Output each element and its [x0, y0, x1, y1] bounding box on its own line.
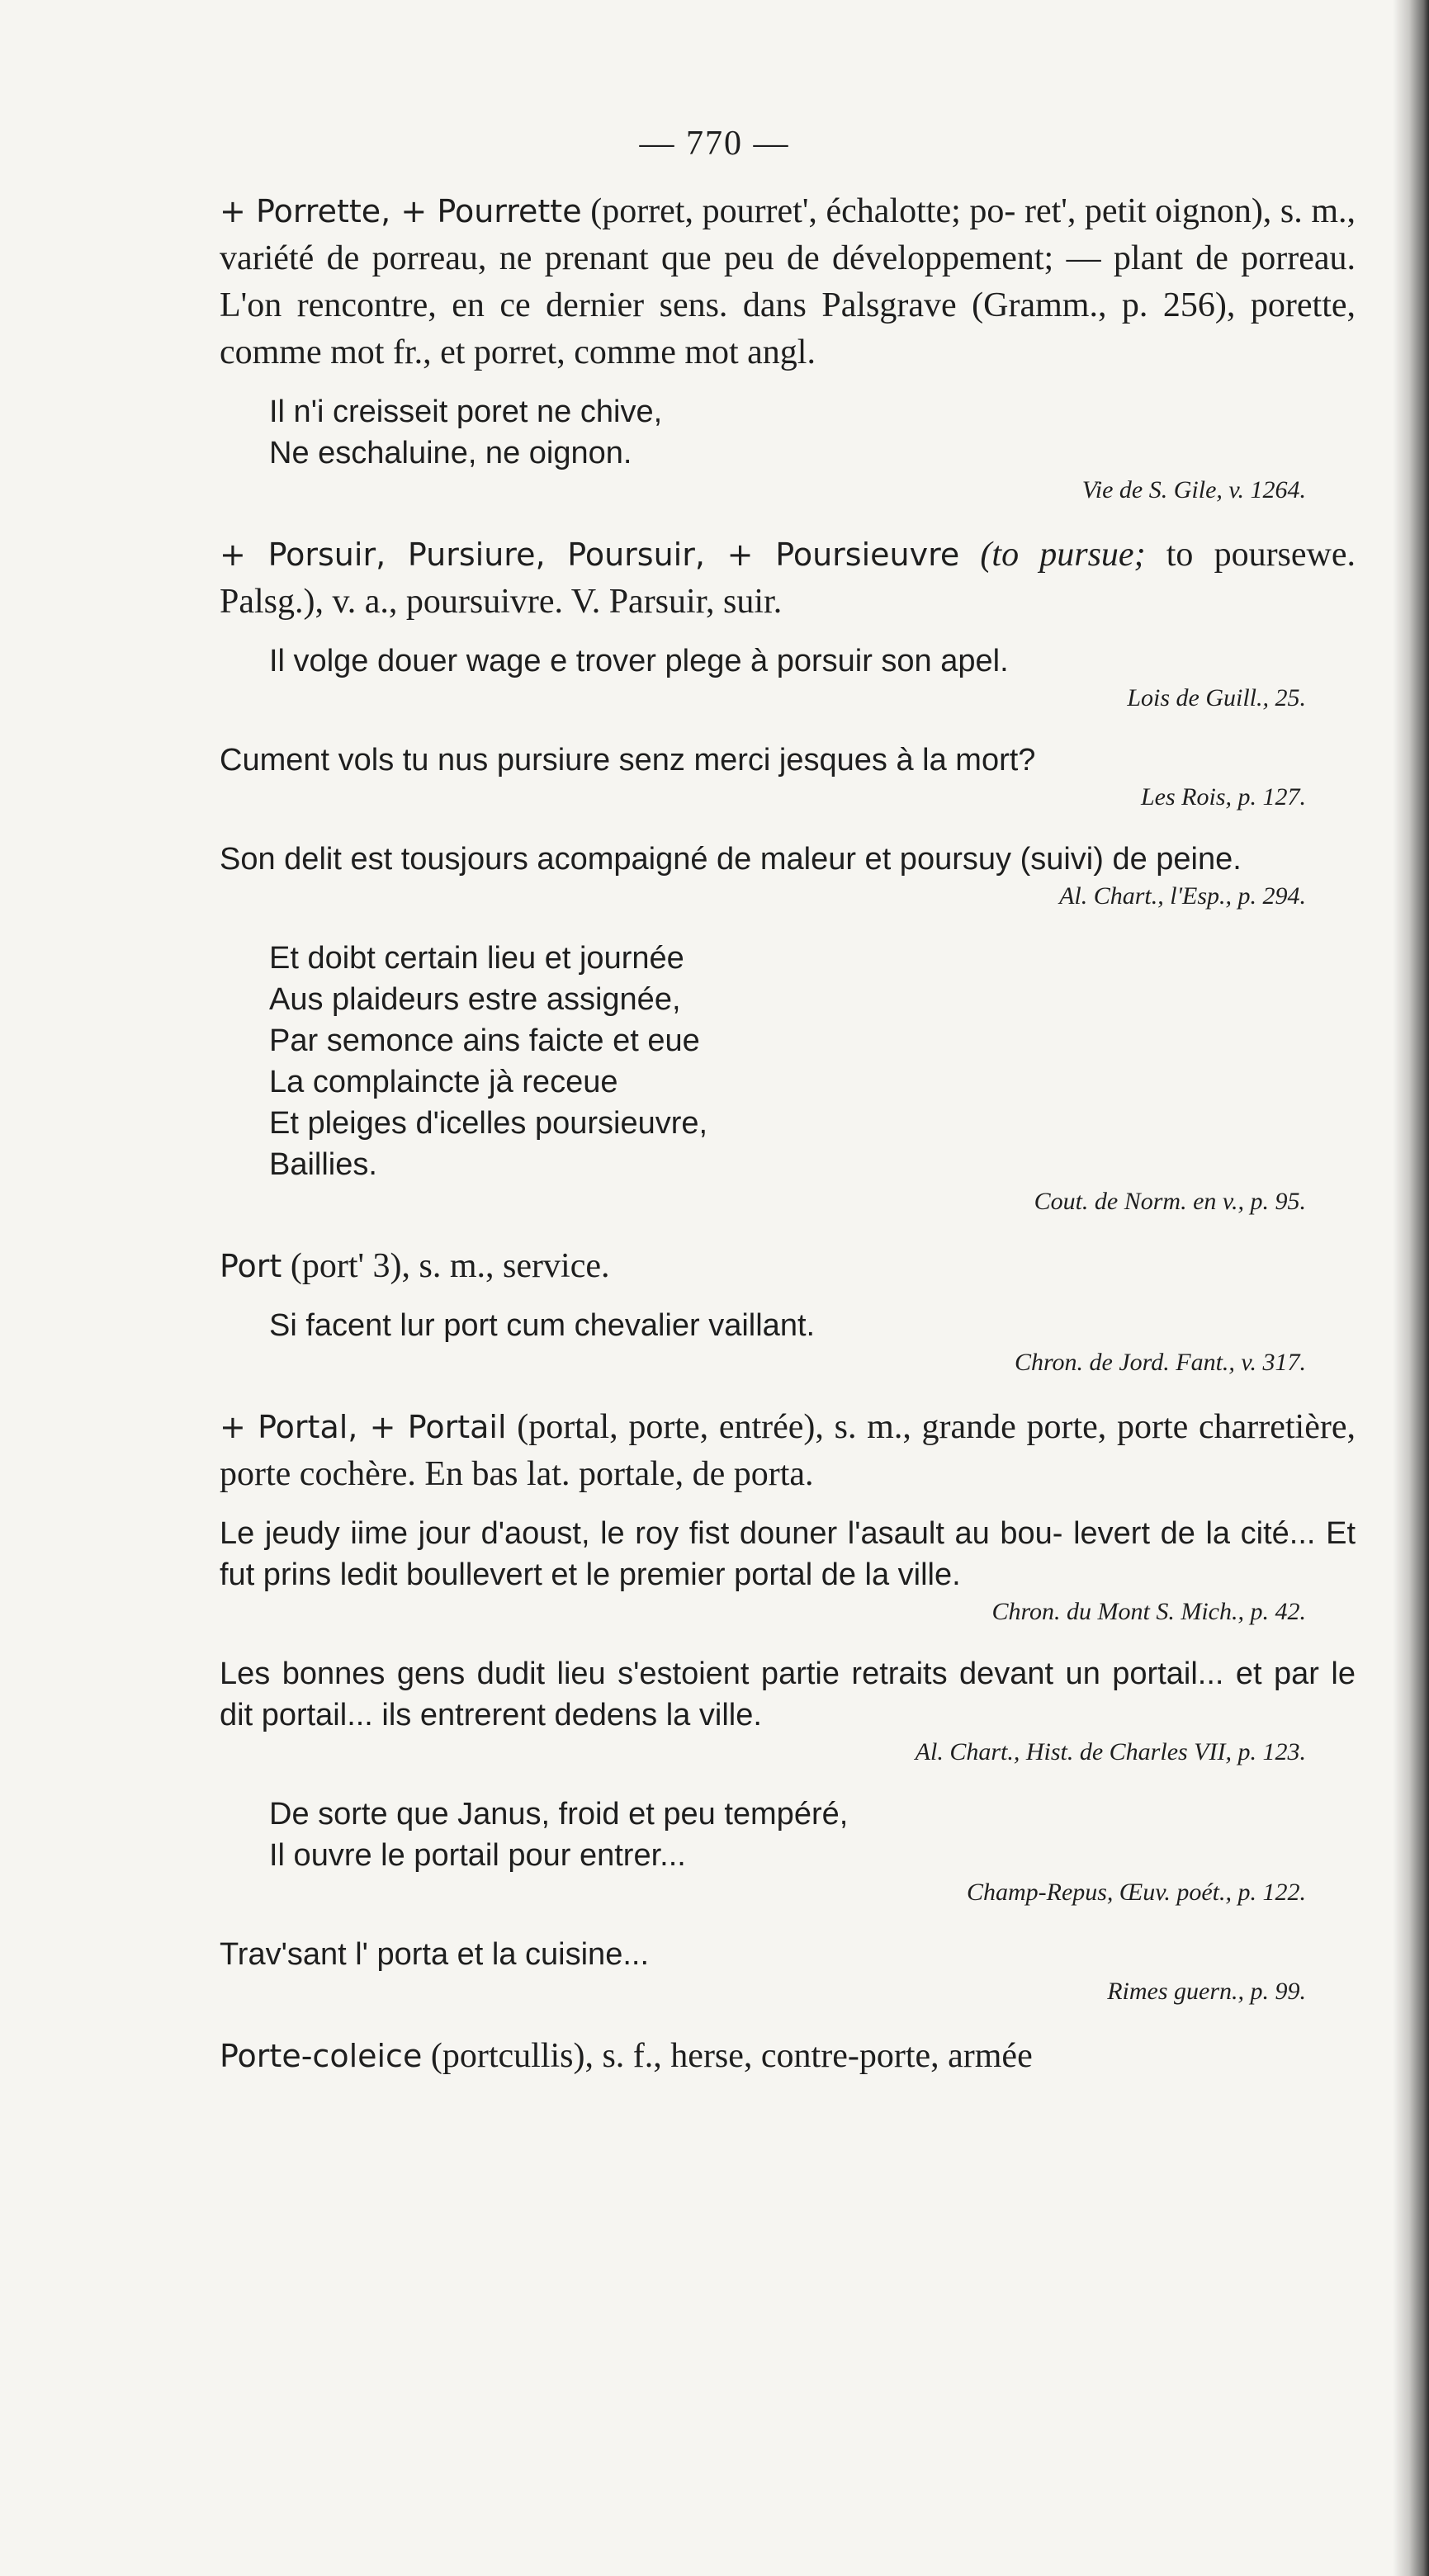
- headword: Port: [220, 1248, 282, 1284]
- headword: + Porrette, + Pourrette: [220, 193, 582, 229]
- quote: Cument vols tu nus pursiure senz merci jesques à la mort?: [220, 743, 1036, 778]
- entry-text: (to pursue;: [980, 536, 1146, 574]
- entry-text: porte, porte charretière, porte cochère. En bas lat. portale,: [220, 1408, 1356, 1493]
- quote-verse: Et doibt certain lieu et journée: [269, 941, 684, 976]
- quote: [220, 1653, 1356, 1736]
- quote-verse: Ne eschaluine, ne oignon.: [269, 436, 632, 470]
- quote-verse: Et pleiges d'icelles poursieuvre,: [269, 1106, 708, 1141]
- quote: [220, 839, 1356, 880]
- citation: Chron. du Mont S. Mich., p. 42.: [991, 1598, 1306, 1625]
- quote-line: portail... et par le dit portail... ils entrerent dedens la ville.: [220, 1657, 1356, 1732]
- entry-text: (port' 3), s. m., service.: [290, 1247, 610, 1285]
- quote: Si facent lur port cum chevalier vaillant.: [269, 1308, 816, 1343]
- quote: Il volge douer wage e trover plege à porsuir son apel.: [269, 644, 1009, 678]
- quote-verse: Il ouvre le portail pour entrer...: [269, 1838, 686, 1873]
- headword: + Portal, + Portail: [220, 1409, 507, 1445]
- entry-text: to poursewe. Palsg.), v. a., poursuivre. V. Parsuir, suir.: [220, 536, 1356, 621]
- quote: [220, 1513, 1356, 1595]
- entry-text: comme mot fr., et porret, comme mot angl.: [220, 333, 816, 371]
- entry-porrette: [220, 188, 1356, 376]
- citation: Rimes guern., p. 99.: [1107, 1978, 1306, 2005]
- quote-verse: De sorte que Janus, froid et peu tempéré,: [269, 1797, 849, 1832]
- quote-verse: La complaincte jà receue: [269, 1065, 618, 1099]
- citation: Champ-Repus, Œuv. poét., p. 122.: [966, 1879, 1306, 1906]
- entry-porte-coleice: [220, 2033, 1356, 2080]
- citation: Cout. de Norm. en v., p. 95.: [1034, 1188, 1306, 1215]
- quote-verse: Baillies.: [269, 1147, 377, 1182]
- entry-text: (portcullis), s. f., herse, contre-porte, armée: [430, 2037, 1033, 2075]
- entry-text: de porta.: [692, 1455, 814, 1493]
- citation: Vie de S. Gile, v. 1264.: [1081, 476, 1306, 503]
- citation: Lois de Guill., 25.: [1127, 684, 1306, 711]
- entry-text: en ce dernier sens. dans Palsgrave (Gramm., p. 256), porette,: [452, 286, 1356, 324]
- quote-verse: Par semonce ains faicte et eue: [269, 1023, 700, 1058]
- entry-porsuir: [220, 532, 1356, 626]
- page-edge-shadow: [1393, 0, 1429, 2576]
- entry-port: [220, 1243, 1356, 1290]
- quote-line: (suivi) de peine.: [1020, 842, 1242, 877]
- headword: + Porsuir, Pursiure, Poursuir, + Poursieuvre: [220, 536, 960, 573]
- quote-verse: Aus plaideurs estre assignée,: [269, 982, 681, 1017]
- citation: Les Rois, p. 127.: [1140, 783, 1306, 811]
- quote-line: Les bonnes gens dudit lieu s'estoient partie retraits devant un: [220, 1657, 1100, 1691]
- citation: Chron. de Jord. Fant., v. 317.: [1014, 1349, 1306, 1376]
- entry-text: (portal, porte, entrée), s. m., grande: [517, 1408, 1016, 1446]
- entry-text: peu de développement; — plant de porreau. L'on rencontre,: [220, 239, 1356, 324]
- citation: Al. Chart., Hist. de Charles VII, p. 123.: [915, 1738, 1306, 1765]
- quote-line: Le jeudy iime jour d'aoust, le roy fist douner l'asault au bou-: [220, 1516, 1063, 1551]
- entry-text: ret', petit oignon), s. m., variété de porreau, ne prenant que: [220, 192, 1356, 277]
- quote-line: Son delit est tousjours acompaigné de maleur et poursuy: [220, 842, 1011, 877]
- quote-line: levert de la cité... Et fut prins ledit boullevert et le premier: [220, 1516, 1356, 1592]
- citation: Al. Chart., l'Esp., p. 294.: [1059, 882, 1306, 910]
- dictionary-page-body: [220, 188, 1356, 2095]
- headword: Porte-coleice: [220, 2038, 423, 2074]
- quote: Trav'sant l' porta et la cuisine...: [220, 1937, 649, 1972]
- entry-text: (porret, pourret', échalotte; po-: [590, 192, 1016, 230]
- quote-line: portal de la ville.: [734, 1557, 961, 1592]
- quote-verse: Il n'i creisseit poret ne chive,: [269, 395, 663, 429]
- entry-portal: [220, 1404, 1356, 1498]
- page-number: — 770 —: [639, 125, 790, 163]
